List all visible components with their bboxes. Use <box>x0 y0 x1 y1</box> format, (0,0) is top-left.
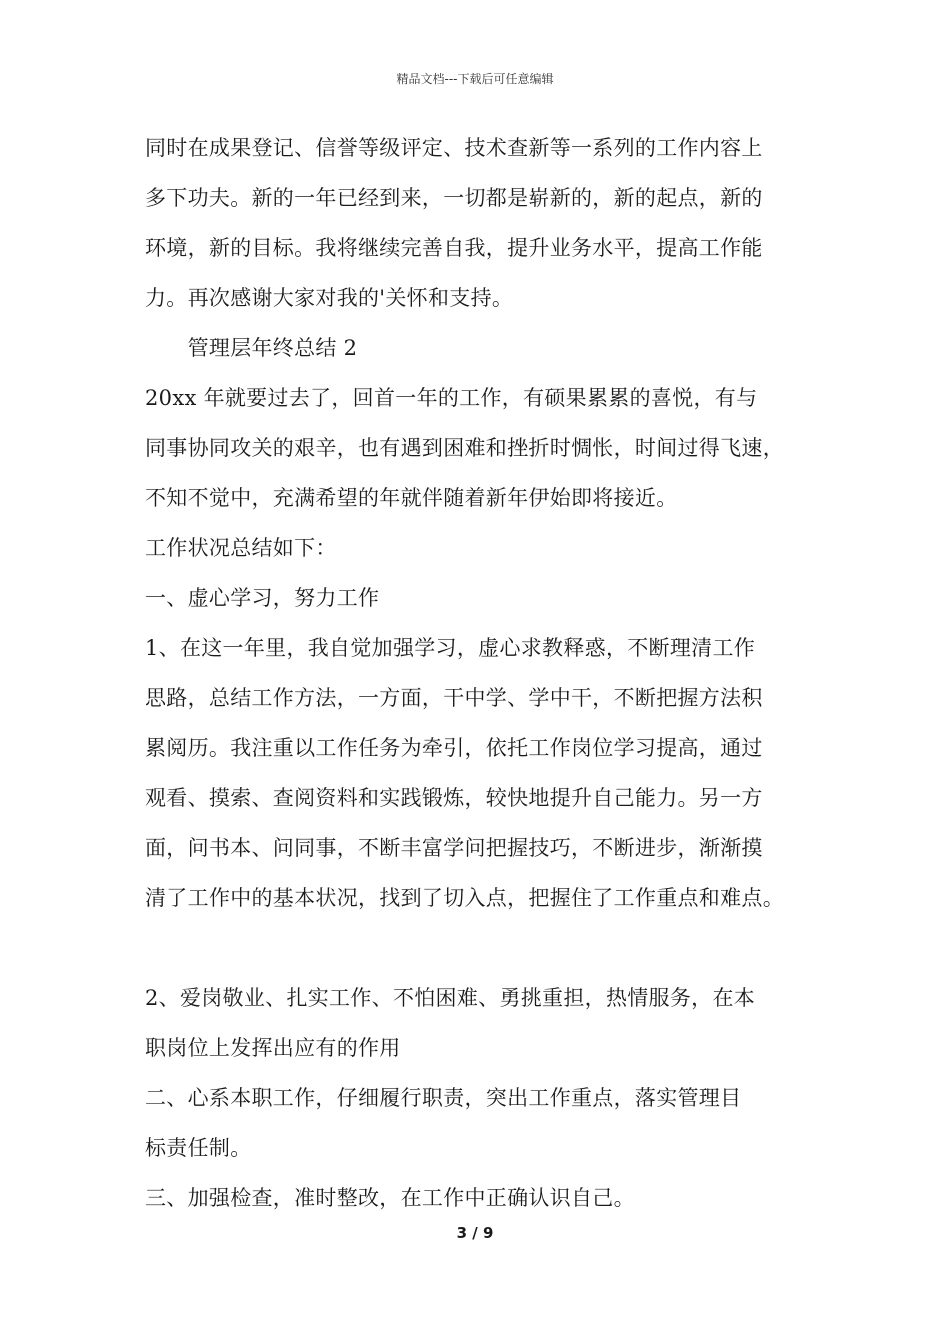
text-line: 二、心系本职工作，仔细履行职责，突出工作重点，落实管理目 <box>145 1086 742 1110</box>
text-line: 面，问书本、问同事，不断丰富学问把握技巧，不断进步，渐渐摸 <box>145 836 763 860</box>
text-line: 环境，新的目标。我将继续完善自我，提升业务水平，提高工作能 <box>145 236 763 260</box>
text-line: 累阅历。我注重以工作任务为牵引，依托工作岗位学习提高，通过 <box>145 736 763 760</box>
text-line: 2、爱岗敬业、扎实工作、不怕困难、勇挑重担，热情服务，在本 <box>145 986 756 1010</box>
blank-line <box>145 928 825 978</box>
page-number: 3 / 9 <box>456 1224 494 1242</box>
text-line: 同时在成果登记、信誉等级评定、技术查新等一系列的工作内容上 <box>145 136 763 160</box>
text-line: 思路，总结工作方法，一方面，干中学、学中干，不断把握方法积 <box>145 686 763 710</box>
text-line: 工作状况总结如下： <box>145 536 337 560</box>
text-line: 1、在这一年里，我自觉加强学习，虚心求教释惑，不断理清工作 <box>145 636 756 660</box>
text-line: 多下功夫。新的一年已经到来，一切都是崭新的，新的起点，新的 <box>145 186 763 210</box>
text-line: 不知不觉中，充满希望的年就伴随着新年伊始即将接近。 <box>145 486 678 510</box>
text-line: 同事协同攻关的艰辛，也有遇到困难和挫折时惆怅，时间过得飞速， <box>145 436 784 460</box>
section-heading: 管理层年终总结 2 <box>145 336 358 360</box>
text-line: 观看、摸索、查阅资料和实践锻炼，较快地提升自己能力。另一方 <box>145 786 763 810</box>
text-line: 标责任制。 <box>145 1136 252 1160</box>
text-line: 力。再次感谢大家对我的'关怀和支持。 <box>145 286 514 310</box>
text-line: 一、虚心学习，努力工作 <box>145 586 380 610</box>
text-line: 职岗位上发挥出应有的作用 <box>145 1036 401 1060</box>
page-header: 精品文档---下载后可任意编辑 <box>396 72 554 86</box>
text-line: 三、加强检查，准时整改，在工作中正确认识自己。 <box>145 1186 635 1210</box>
text-line: 清了工作中的基本状况，找到了切入点，把握住了工作重点和难点。 <box>145 886 784 910</box>
text-line: 20xx 年就要过去了，回首一年的工作，有硕果累累的喜悦，有与 <box>145 386 758 410</box>
document-body <box>145 128 825 1228</box>
